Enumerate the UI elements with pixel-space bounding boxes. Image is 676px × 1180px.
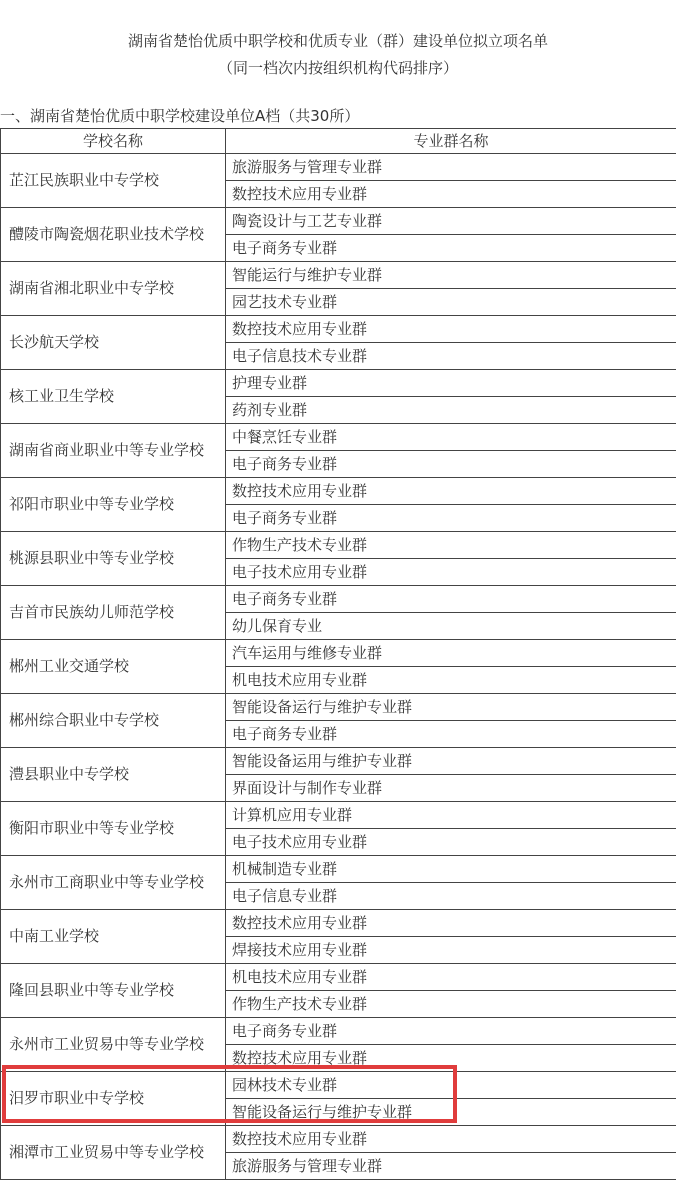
major-group-cell: 电子商务专业群 <box>226 586 676 613</box>
table-row <box>1 154 676 181</box>
school-major-table <box>0 128 676 1180</box>
major-group-cell: 智能设备运行与维护专业群 <box>226 694 676 721</box>
school-name-cell: 核工业卫生学校 <box>1 370 226 424</box>
major-group-cell: 旅游服务与管理专业群 <box>226 154 676 181</box>
major-group-cell: 药剂专业群 <box>226 397 676 424</box>
table-row <box>1 1018 676 1045</box>
major-group-cell: 数控技术应用专业群 <box>226 478 676 505</box>
school-name-cell: 桃源县职业中等专业学校 <box>1 532 226 586</box>
school-name-cell: 中南工业学校 <box>1 910 226 964</box>
table-header-row <box>1 129 676 154</box>
header-major-group: 专业群名称 <box>226 129 676 154</box>
table-row <box>1 1126 676 1153</box>
major-group-cell: 电子技术应用专业群 <box>226 829 676 856</box>
major-group-cell: 汽车运用与维修专业群 <box>226 640 676 667</box>
major-group-cell: 数控技术应用专业群 <box>226 181 676 208</box>
table-row <box>1 1072 676 1099</box>
major-group-cell: 计算机应用专业群 <box>226 802 676 829</box>
school-name-cell: 永州市工业贸易中等专业学校 <box>1 1018 226 1072</box>
major-group-cell: 数控技术应用专业群 <box>226 1126 676 1153</box>
major-group-cell: 数控技术应用专业群 <box>226 316 676 343</box>
major-group-cell: 智能设备运行与维护专业群 <box>226 1099 676 1126</box>
school-name-cell: 衡阳市职业中等专业学校 <box>1 802 226 856</box>
major-group-cell: 幼儿保育专业 <box>226 613 676 640</box>
table-row <box>1 694 676 721</box>
table-row <box>1 640 676 667</box>
major-group-cell: 数控技术应用专业群 <box>226 1045 676 1072</box>
table-row <box>1 424 676 451</box>
major-group-cell: 作物生产技术专业群 <box>226 991 676 1018</box>
major-group-cell: 中餐烹饪专业群 <box>226 424 676 451</box>
school-name-cell: 澧县职业中专学校 <box>1 748 226 802</box>
major-group-cell: 园艺技术专业群 <box>226 289 676 316</box>
school-name-cell: 湘潭市工业贸易中等专业学校 <box>1 1126 226 1180</box>
major-group-cell: 智能运行与维护专业群 <box>226 262 676 289</box>
table-row <box>1 856 676 883</box>
school-name-cell: 芷江民族职业中专学校 <box>1 154 226 208</box>
major-group-cell: 机械制造专业群 <box>226 856 676 883</box>
major-group-cell: 电子信息专业群 <box>226 883 676 910</box>
table-row <box>1 208 676 235</box>
major-group-cell: 电子商务专业群 <box>226 451 676 478</box>
school-name-cell: 湖南省商业职业中等专业学校 <box>1 424 226 478</box>
major-group-cell: 数控技术应用专业群 <box>226 910 676 937</box>
major-group-cell: 电子商务专业群 <box>226 1018 676 1045</box>
table-row <box>1 262 676 289</box>
major-group-cell: 陶瓷设计与工艺专业群 <box>226 208 676 235</box>
major-group-cell: 电子商务专业群 <box>226 235 676 262</box>
section-title: 一、湖南省楚怡优质中职学校建设单位A档（共30所） <box>0 107 360 125</box>
major-group-cell: 焊接技术应用专业群 <box>226 937 676 964</box>
school-name-cell: 湖南省湘北职业中专学校 <box>1 262 226 316</box>
school-name-cell: 长沙航天学校 <box>1 316 226 370</box>
major-group-cell: 机电技术应用专业群 <box>226 964 676 991</box>
table-row <box>1 964 676 991</box>
header-school-name: 学校名称 <box>1 129 226 154</box>
major-group-cell: 机电技术应用专业群 <box>226 667 676 694</box>
table-row <box>1 316 676 343</box>
major-group-cell: 电子技术应用专业群 <box>226 559 676 586</box>
table-row <box>1 910 676 937</box>
major-group-cell: 电子商务专业群 <box>226 505 676 532</box>
document-title: 湖南省楚怡优质中职学校和优质专业（群）建设单位拟立项名单 <box>127 32 548 50</box>
major-group-cell: 旅游服务与管理专业群 <box>226 1153 676 1180</box>
school-name-cell: 醴陵市陶瓷烟花职业技术学校 <box>1 208 226 262</box>
table-row <box>1 802 676 829</box>
table-row <box>1 748 676 775</box>
table-row <box>1 586 676 613</box>
table-body <box>1 154 676 1180</box>
major-group-cell: 智能设备运用与维护专业群 <box>226 748 676 775</box>
table-row <box>1 478 676 505</box>
major-group-cell: 电子信息技术专业群 <box>226 343 676 370</box>
school-name-cell: 永州市工商职业中等专业学校 <box>1 856 226 910</box>
table-row <box>1 370 676 397</box>
school-name-cell: 郴州综合职业中专学校 <box>1 694 226 748</box>
school-name-cell: 祁阳市职业中等专业学校 <box>1 478 226 532</box>
school-name-cell: 隆回县职业中等专业学校 <box>1 964 226 1018</box>
major-group-cell: 园林技术专业群 <box>226 1072 676 1099</box>
major-group-cell: 护理专业群 <box>226 370 676 397</box>
major-group-cell: 界面设计与制作专业群 <box>226 775 676 802</box>
school-name-cell: 吉首市民族幼儿师范学校 <box>1 586 226 640</box>
school-name-cell: 郴州工业交通学校 <box>1 640 226 694</box>
major-group-cell: 作物生产技术专业群 <box>226 532 676 559</box>
major-group-cell: 电子商务专业群 <box>226 721 676 748</box>
document-subtitle: （同一档次内按组织机构代码排序） <box>217 59 458 77</box>
table-row <box>1 532 676 559</box>
school-name-cell: 汨罗市职业中专学校 <box>1 1072 226 1126</box>
